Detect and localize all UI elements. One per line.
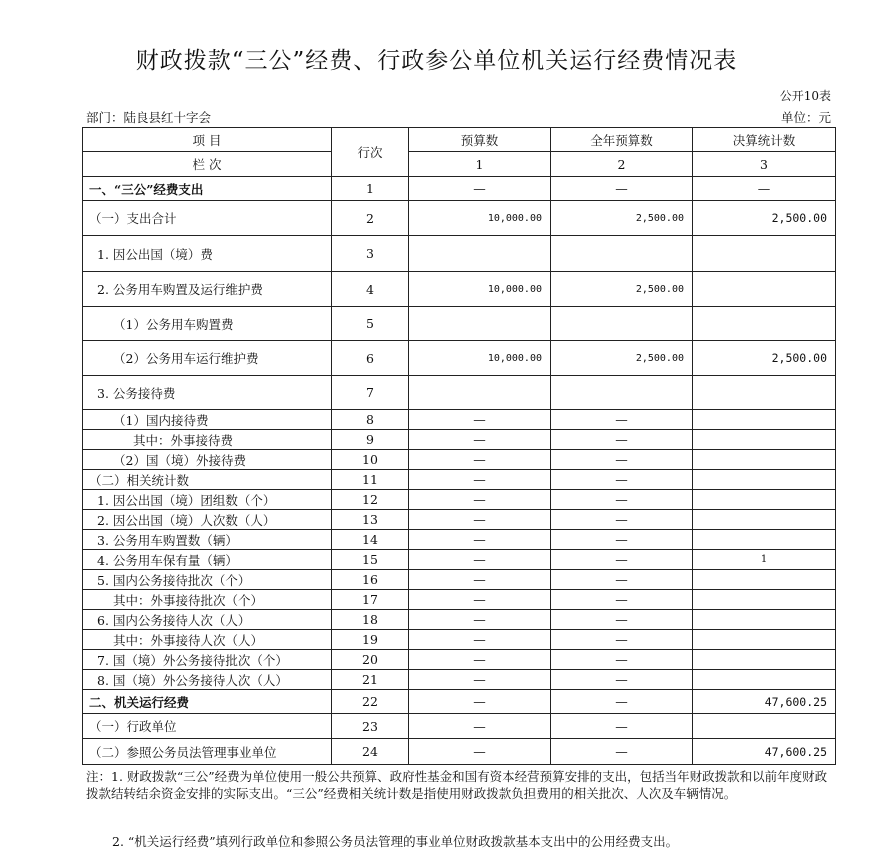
row-line: 12	[332, 490, 409, 510]
row-line: 7	[332, 376, 409, 410]
row-item: 4. 公务用车保有量（辆）	[83, 550, 332, 570]
table-row	[83, 550, 836, 570]
row-item: （1）公务用车购置费	[83, 307, 332, 341]
row-line: 4	[332, 272, 409, 307]
row-line: 2	[332, 201, 409, 236]
row-annual: —	[551, 410, 693, 430]
row-budget: 10,000.00	[409, 201, 551, 236]
row-final	[693, 307, 836, 341]
row-line: 16	[332, 570, 409, 590]
row-final	[693, 410, 836, 430]
row-annual: 2,500.00	[551, 341, 693, 376]
row-annual: —	[551, 650, 693, 670]
table-row	[83, 714, 836, 739]
row-line: 21	[332, 670, 409, 690]
row-line: 23	[332, 714, 409, 739]
row-budget: —	[409, 690, 551, 714]
table-row	[83, 201, 836, 236]
row-line: 1	[332, 177, 409, 201]
row-final	[693, 670, 836, 690]
row-item: （1）国内接待费	[83, 410, 332, 430]
table-row	[83, 236, 836, 272]
row-final	[693, 610, 836, 630]
row-budget	[409, 307, 551, 341]
table-row	[83, 272, 836, 307]
row-item: 其中：外事接待费	[83, 430, 332, 450]
row-annual: —	[551, 530, 693, 550]
row-line: 15	[332, 550, 409, 570]
row-budget: —	[409, 670, 551, 690]
row-annual: —	[551, 714, 693, 739]
row-budget	[409, 376, 551, 410]
row-budget: 10,000.00	[409, 272, 551, 307]
row-item: （2）公务用车运行维护费	[83, 341, 332, 376]
row-line: 9	[332, 430, 409, 450]
row-final	[693, 470, 836, 490]
row-budget: —	[409, 714, 551, 739]
table-row	[83, 510, 836, 530]
header-col-3: 3	[693, 152, 836, 177]
row-item: 一、“三公”经费支出	[83, 177, 332, 201]
table-row	[83, 670, 836, 690]
row-item: 其中：外事接待人次（人）	[83, 630, 332, 650]
expense-table	[82, 127, 836, 765]
table-row	[83, 410, 836, 430]
header-final: 决算统计数	[693, 128, 836, 152]
row-item: 2. 公务用车购置及运行维护费	[83, 272, 332, 307]
row-final: 1	[693, 550, 836, 570]
row-item: 1. 因公出国（境）团组数（个）	[83, 490, 332, 510]
row-budget: —	[409, 430, 551, 450]
row-budget: 10,000.00	[409, 341, 551, 376]
row-budget: —	[409, 570, 551, 590]
row-budget: —	[409, 470, 551, 490]
row-annual	[551, 236, 693, 272]
row-item: 1. 因公出国（境）费	[83, 236, 332, 272]
row-line: 22	[332, 690, 409, 714]
table-row	[83, 739, 836, 765]
row-annual: —	[551, 610, 693, 630]
row-annual: 2,500.00	[551, 272, 693, 307]
table-row	[83, 690, 836, 714]
row-budget: —	[409, 510, 551, 530]
form-number: 公开10表	[779, 89, 831, 103]
row-item: 二、机关运行经费	[83, 690, 332, 714]
row-final	[693, 272, 836, 307]
row-line: 8	[332, 410, 409, 430]
header-line: 行次	[332, 128, 409, 177]
row-budget: —	[409, 410, 551, 430]
row-final: 2,500.00	[693, 201, 836, 236]
row-final	[693, 510, 836, 530]
row-final: 2,500.00	[693, 341, 836, 376]
table-row	[83, 610, 836, 630]
row-item: （二）相关统计数	[83, 470, 332, 490]
row-annual: —	[551, 510, 693, 530]
unit-label: 单位：元	[780, 110, 831, 125]
row-line: 13	[332, 510, 409, 530]
row-budget: —	[409, 450, 551, 470]
table-row	[83, 450, 836, 470]
row-budget	[409, 236, 551, 272]
row-final: 47,600.25	[693, 690, 836, 714]
row-final	[693, 430, 836, 450]
row-annual: —	[551, 690, 693, 714]
row-line: 18	[332, 610, 409, 630]
header-col-2: 2	[551, 152, 693, 177]
row-line: 5	[332, 307, 409, 341]
table-row	[83, 177, 836, 201]
table-row	[83, 570, 836, 590]
table-row	[83, 650, 836, 670]
table-row	[83, 430, 836, 450]
row-annual: —	[551, 630, 693, 650]
table-row	[83, 376, 836, 410]
row-final	[693, 376, 836, 410]
row-item: （二）参照公务员法管理事业单位	[83, 739, 332, 765]
row-annual: —	[551, 670, 693, 690]
row-item: 其中：外事接待批次（个）	[83, 590, 332, 610]
row-item: 7. 国（境）外公务接待批次（个）	[83, 650, 332, 670]
row-annual	[551, 307, 693, 341]
row-final	[693, 530, 836, 550]
table-row	[83, 307, 836, 341]
table-row	[83, 490, 836, 510]
row-item: 3. 公务接待费	[83, 376, 332, 410]
row-budget: —	[409, 490, 551, 510]
note-2: 2. “机关运行经费”填列行政单位和参照公务员法管理的事业单位财政拨款基本支出中的公用经费支出。	[112, 834, 679, 849]
row-item: （一）支出合计	[83, 201, 332, 236]
row-item: 5. 国内公务接待批次（个）	[83, 570, 332, 590]
table-row	[83, 530, 836, 550]
header-col-label: 栏 次	[83, 152, 332, 177]
row-annual: —	[551, 590, 693, 610]
row-line: 24	[332, 739, 409, 765]
row-line: 10	[332, 450, 409, 470]
row-final: 47,600.25	[693, 739, 836, 765]
table-row	[83, 590, 836, 610]
row-line: 11	[332, 470, 409, 490]
row-item: （2）国（境）外接待费	[83, 450, 332, 470]
row-annual: —	[551, 450, 693, 470]
row-budget: —	[409, 739, 551, 765]
row-line: 19	[332, 630, 409, 650]
row-annual: —	[551, 490, 693, 510]
row-item: 6. 国内公务接待人次（人）	[83, 610, 332, 630]
row-line: 3	[332, 236, 409, 272]
row-annual: 2,500.00	[551, 201, 693, 236]
row-line: 17	[332, 590, 409, 610]
row-annual: —	[551, 470, 693, 490]
page-title: 财政拨款“三公”经费、行政参公单位机关运行经费情况表	[135, 48, 738, 74]
table-row	[83, 341, 836, 376]
row-item: 2. 因公出国（境）人次数（人）	[83, 510, 332, 530]
row-item: 8. 国（境）外公务接待人次（人）	[83, 670, 332, 690]
row-budget: —	[409, 550, 551, 570]
row-budget: —	[409, 590, 551, 610]
row-budget: —	[409, 650, 551, 670]
header-item: 项 目	[83, 128, 332, 152]
row-final	[693, 630, 836, 650]
row-final	[693, 650, 836, 670]
row-final: —	[693, 177, 836, 201]
row-annual: —	[551, 430, 693, 450]
header-budget: 预算数	[409, 128, 551, 152]
row-annual: —	[551, 570, 693, 590]
row-budget: —	[409, 177, 551, 201]
row-annual: —	[551, 739, 693, 765]
row-line: 14	[332, 530, 409, 550]
table-row	[83, 630, 836, 650]
row-budget: —	[409, 610, 551, 630]
row-budget: —	[409, 530, 551, 550]
row-item: （一）行政单位	[83, 714, 332, 739]
row-final	[693, 590, 836, 610]
row-final	[693, 236, 836, 272]
row-line: 6	[332, 341, 409, 376]
department-label: 部门：陆良县红十字会	[86, 110, 212, 125]
header-annual: 全年预算数	[551, 128, 693, 152]
row-final	[693, 570, 836, 590]
row-final	[693, 714, 836, 739]
row-annual	[551, 376, 693, 410]
row-final	[693, 450, 836, 470]
table-row	[83, 470, 836, 490]
row-budget: —	[409, 630, 551, 650]
note-1: 注：1. 财政拨款“三公”经费为单位使用一般公共预算、政府性基金和国有资本经营预算安排的支出，包括当年财政拨款和以前年度财政拨款结转结余资金安排的实际支出。“三公”经费相关统计数是指使用财政拨款负担费用的相关批次、人次及车辆情况。	[86, 769, 828, 801]
row-line: 20	[332, 650, 409, 670]
row-final	[693, 490, 836, 510]
row-annual: —	[551, 550, 693, 570]
header-col-1: 1	[409, 152, 551, 177]
row-item: 3. 公务用车购置数（辆）	[83, 530, 332, 550]
row-annual: —	[551, 177, 693, 201]
